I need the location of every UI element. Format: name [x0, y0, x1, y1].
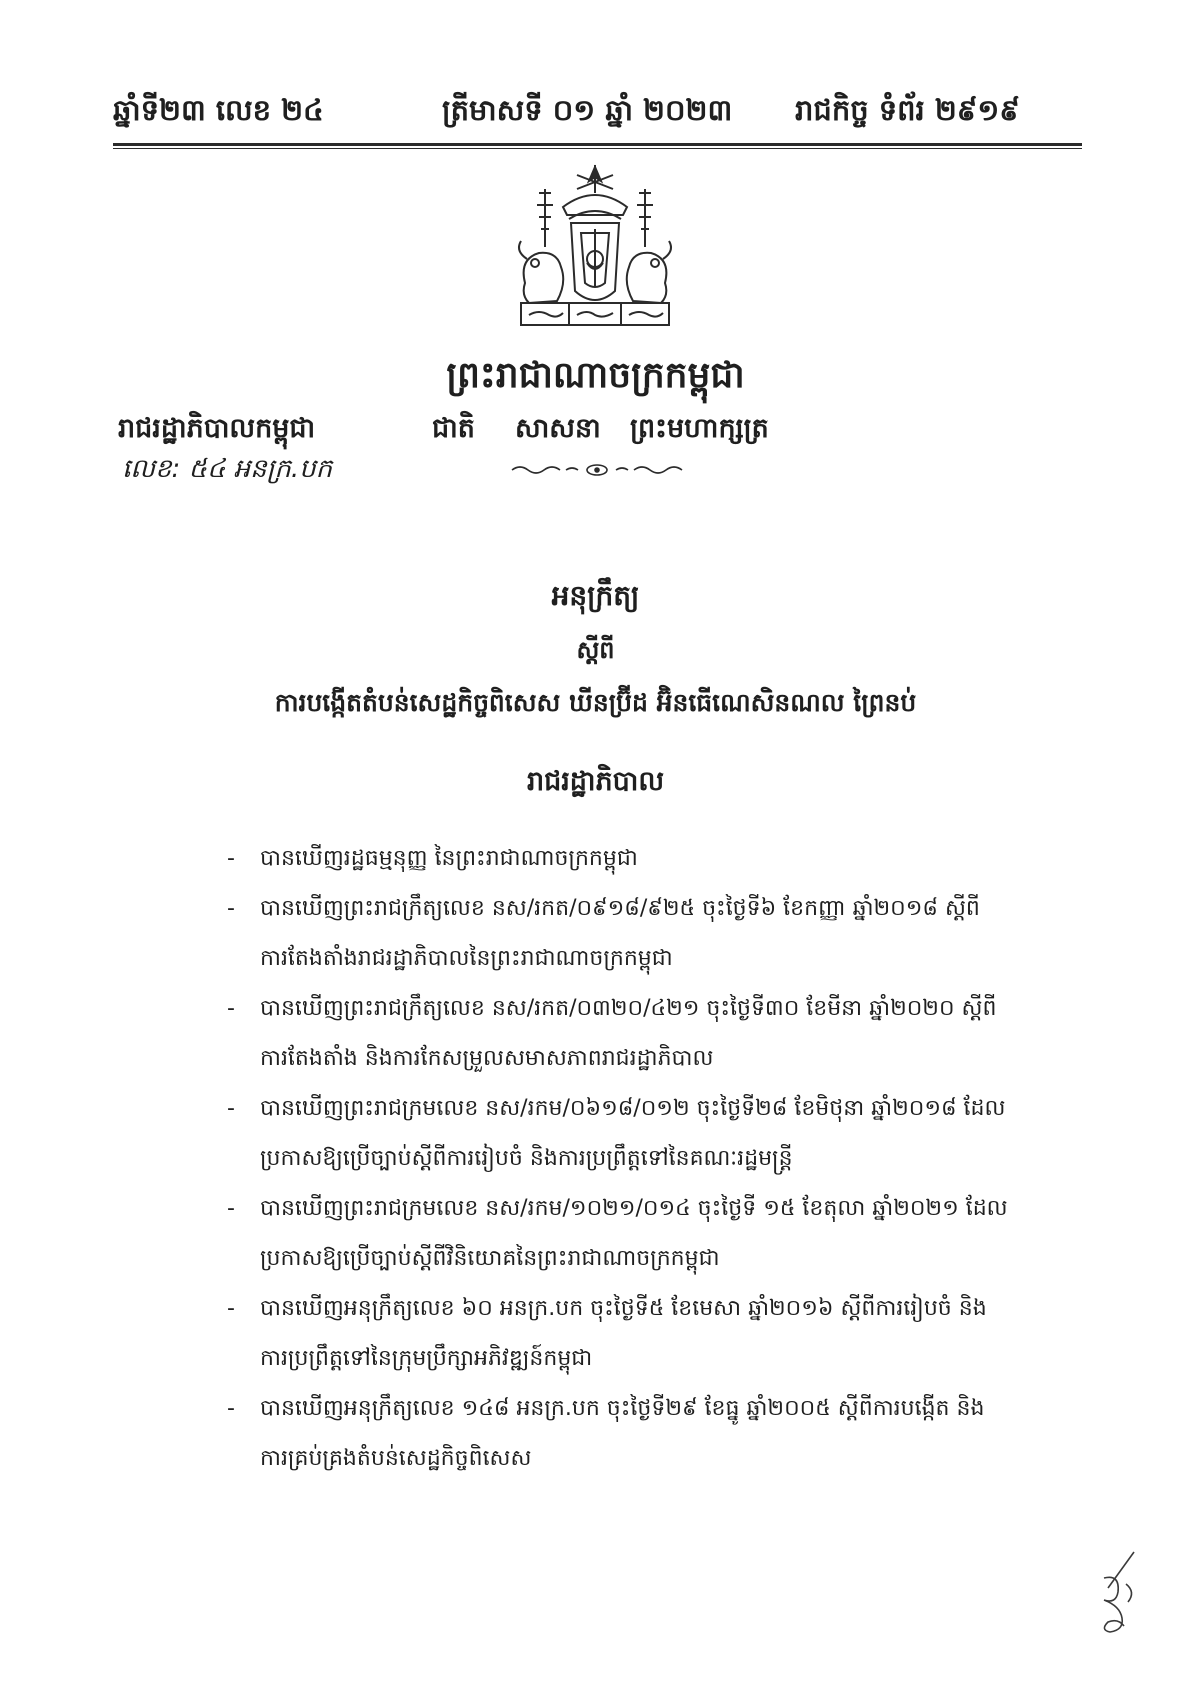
bullet-dash: -	[227, 1096, 235, 1121]
issuing-authority: រាជរដ្ឋាភិបាល	[526, 766, 665, 797]
handwritten-initials-icon	[1090, 1548, 1150, 1638]
recital-text: បានឃើញព្រះរាជក្រមលេខ នស/រកម/០៦១៨/០១២ ចុះថ្ងៃទី២៨ ខែមិថុនា ឆ្នាំ២០១៨ ដែល	[260, 1096, 1006, 1121]
title-about: ស្តីពី	[576, 636, 615, 664]
bullet-dash: -	[227, 1196, 235, 1221]
recital-item	[227, 834, 1047, 884]
motto-religion: សាសនា	[515, 413, 601, 444]
ornament-divider-icon	[510, 462, 685, 478]
gazette-issue-number: ឆ្នាំទី២៣ លេខ ២៤	[113, 93, 324, 127]
recital-text-continued: ប្រកាសឱ្យប្រើច្បាប់ស្តីពីវិនិយោគនៃព្រះរាជាណាចក្រកម្ពុជា	[260, 1246, 720, 1271]
motto-nation: ជាតិ	[432, 413, 475, 444]
bullet-dash: -	[227, 1296, 235, 1321]
bullet-dash: -	[227, 1396, 235, 1421]
recital-item	[227, 984, 1047, 1084]
document-subject: ការបង្កើតតំបន់សេដ្ឋកិច្ចពិសេស ឃីនប្រ៊ីដ អ៊ិនធើណេសិនណល ព្រៃនប់	[274, 688, 917, 717]
header-rule-thin	[113, 148, 1082, 149]
recital-item	[227, 1284, 1047, 1384]
royal-coat-of-arms-icon	[505, 163, 685, 333]
recital-item	[227, 884, 1047, 984]
gazette-page-number: រាជកិច្ច ទំព័រ ២៩១៩	[795, 93, 1020, 127]
recital-item	[227, 1084, 1047, 1184]
bullet-dash: -	[227, 896, 235, 921]
recital-text: បានឃើញអនុក្រឹត្យលេខ ១៤៨ អនក្រ.បក ចុះថ្ងៃទី២៩ ខែធ្នូ ឆ្នាំ២០០៥ ស្តីពីការបង្កើត និង	[260, 1396, 985, 1421]
recital-text-continued: ការគ្រប់គ្រងតំបន់សេដ្ឋកិច្ចពិសេស	[260, 1446, 532, 1471]
recital-text: បានឃើញរដ្ឋធម្មនុញ្ញ នៃព្រះរាជាណាចក្រកម្ពុជា	[260, 846, 638, 871]
gazette-date: ត្រីមាសទី ០១ ឆ្នាំ ២០២៣	[442, 93, 733, 127]
recital-text-continued: ប្រកាសឱ្យប្រើច្បាប់ស្តីពីការរៀបចំ និងការប្រព្រឹត្តទៅនៃគណៈរដ្ឋមន្ត្រី	[260, 1146, 793, 1171]
recital-text: បានឃើញព្រះរាជក្រមលេខ នស/រកម/១០២១/០១៤ ចុះថ្ងៃទី ១៥ ខែតុលា ឆ្នាំ២០២១ ដែល	[260, 1196, 1008, 1221]
recital-text: បានឃើញអនុក្រឹត្យលេខ ៦០ អនក្រ.បក ចុះថ្ងៃទី៥ ខែមេសា ឆ្នាំ២០១៦ ស្តីពីការរៀបចំ និង	[260, 1296, 987, 1321]
kingdom-heading: ព្រះរាជាណាចក្រកម្ពុជា	[446, 355, 745, 396]
recital-text: បានឃើញព្រះរាជក្រឹត្យលេខ នស/រកត/០៩១៨/៩២៥ ចុះថ្ងៃទី៦ ខែកញ្ញា ឆ្នាំ២០១៨ ស្តីពី	[260, 896, 980, 921]
recital-item	[227, 1384, 1047, 1484]
document-type-title: អនុក្រឹត្យ	[551, 579, 640, 612]
recital-text-continued: ការតែងតាំងរាជរដ្ឋាភិបាលនៃព្រះរាជាណាចក្រកម្ពុជា	[260, 946, 673, 971]
government-name: រាជរដ្ឋាភិបាលកម្ពុជា	[118, 413, 316, 444]
bullet-dash: -	[227, 846, 235, 871]
recital-item	[227, 1184, 1047, 1284]
header-rule	[113, 143, 1082, 146]
motto-king: ព្រះមហាក្សត្រ	[630, 413, 769, 444]
bullet-dash: -	[227, 996, 235, 1021]
recital-text: បានឃើញព្រះរាជក្រឹត្យលេខ នស/រកត/០៣២០/៤២១ ចុះថ្ងៃទី៣០ ខែមីនា ឆ្នាំ២០២០ ស្តីពី	[260, 996, 997, 1021]
recital-text-continued: ការតែងតាំង និងការកែសម្រួលសមាសភាពរាជរដ្ឋាភិបាល	[260, 1046, 714, 1071]
recitals-list	[227, 834, 1047, 1484]
reference-number: លេខ: ៥៤ អនក្រ.បក	[122, 454, 333, 484]
recital-text-continued: ការប្រព្រឹត្តទៅនៃក្រុមប្រឹក្សាអភិវឌ្ឍន៍កម្ពុជា	[260, 1346, 593, 1371]
